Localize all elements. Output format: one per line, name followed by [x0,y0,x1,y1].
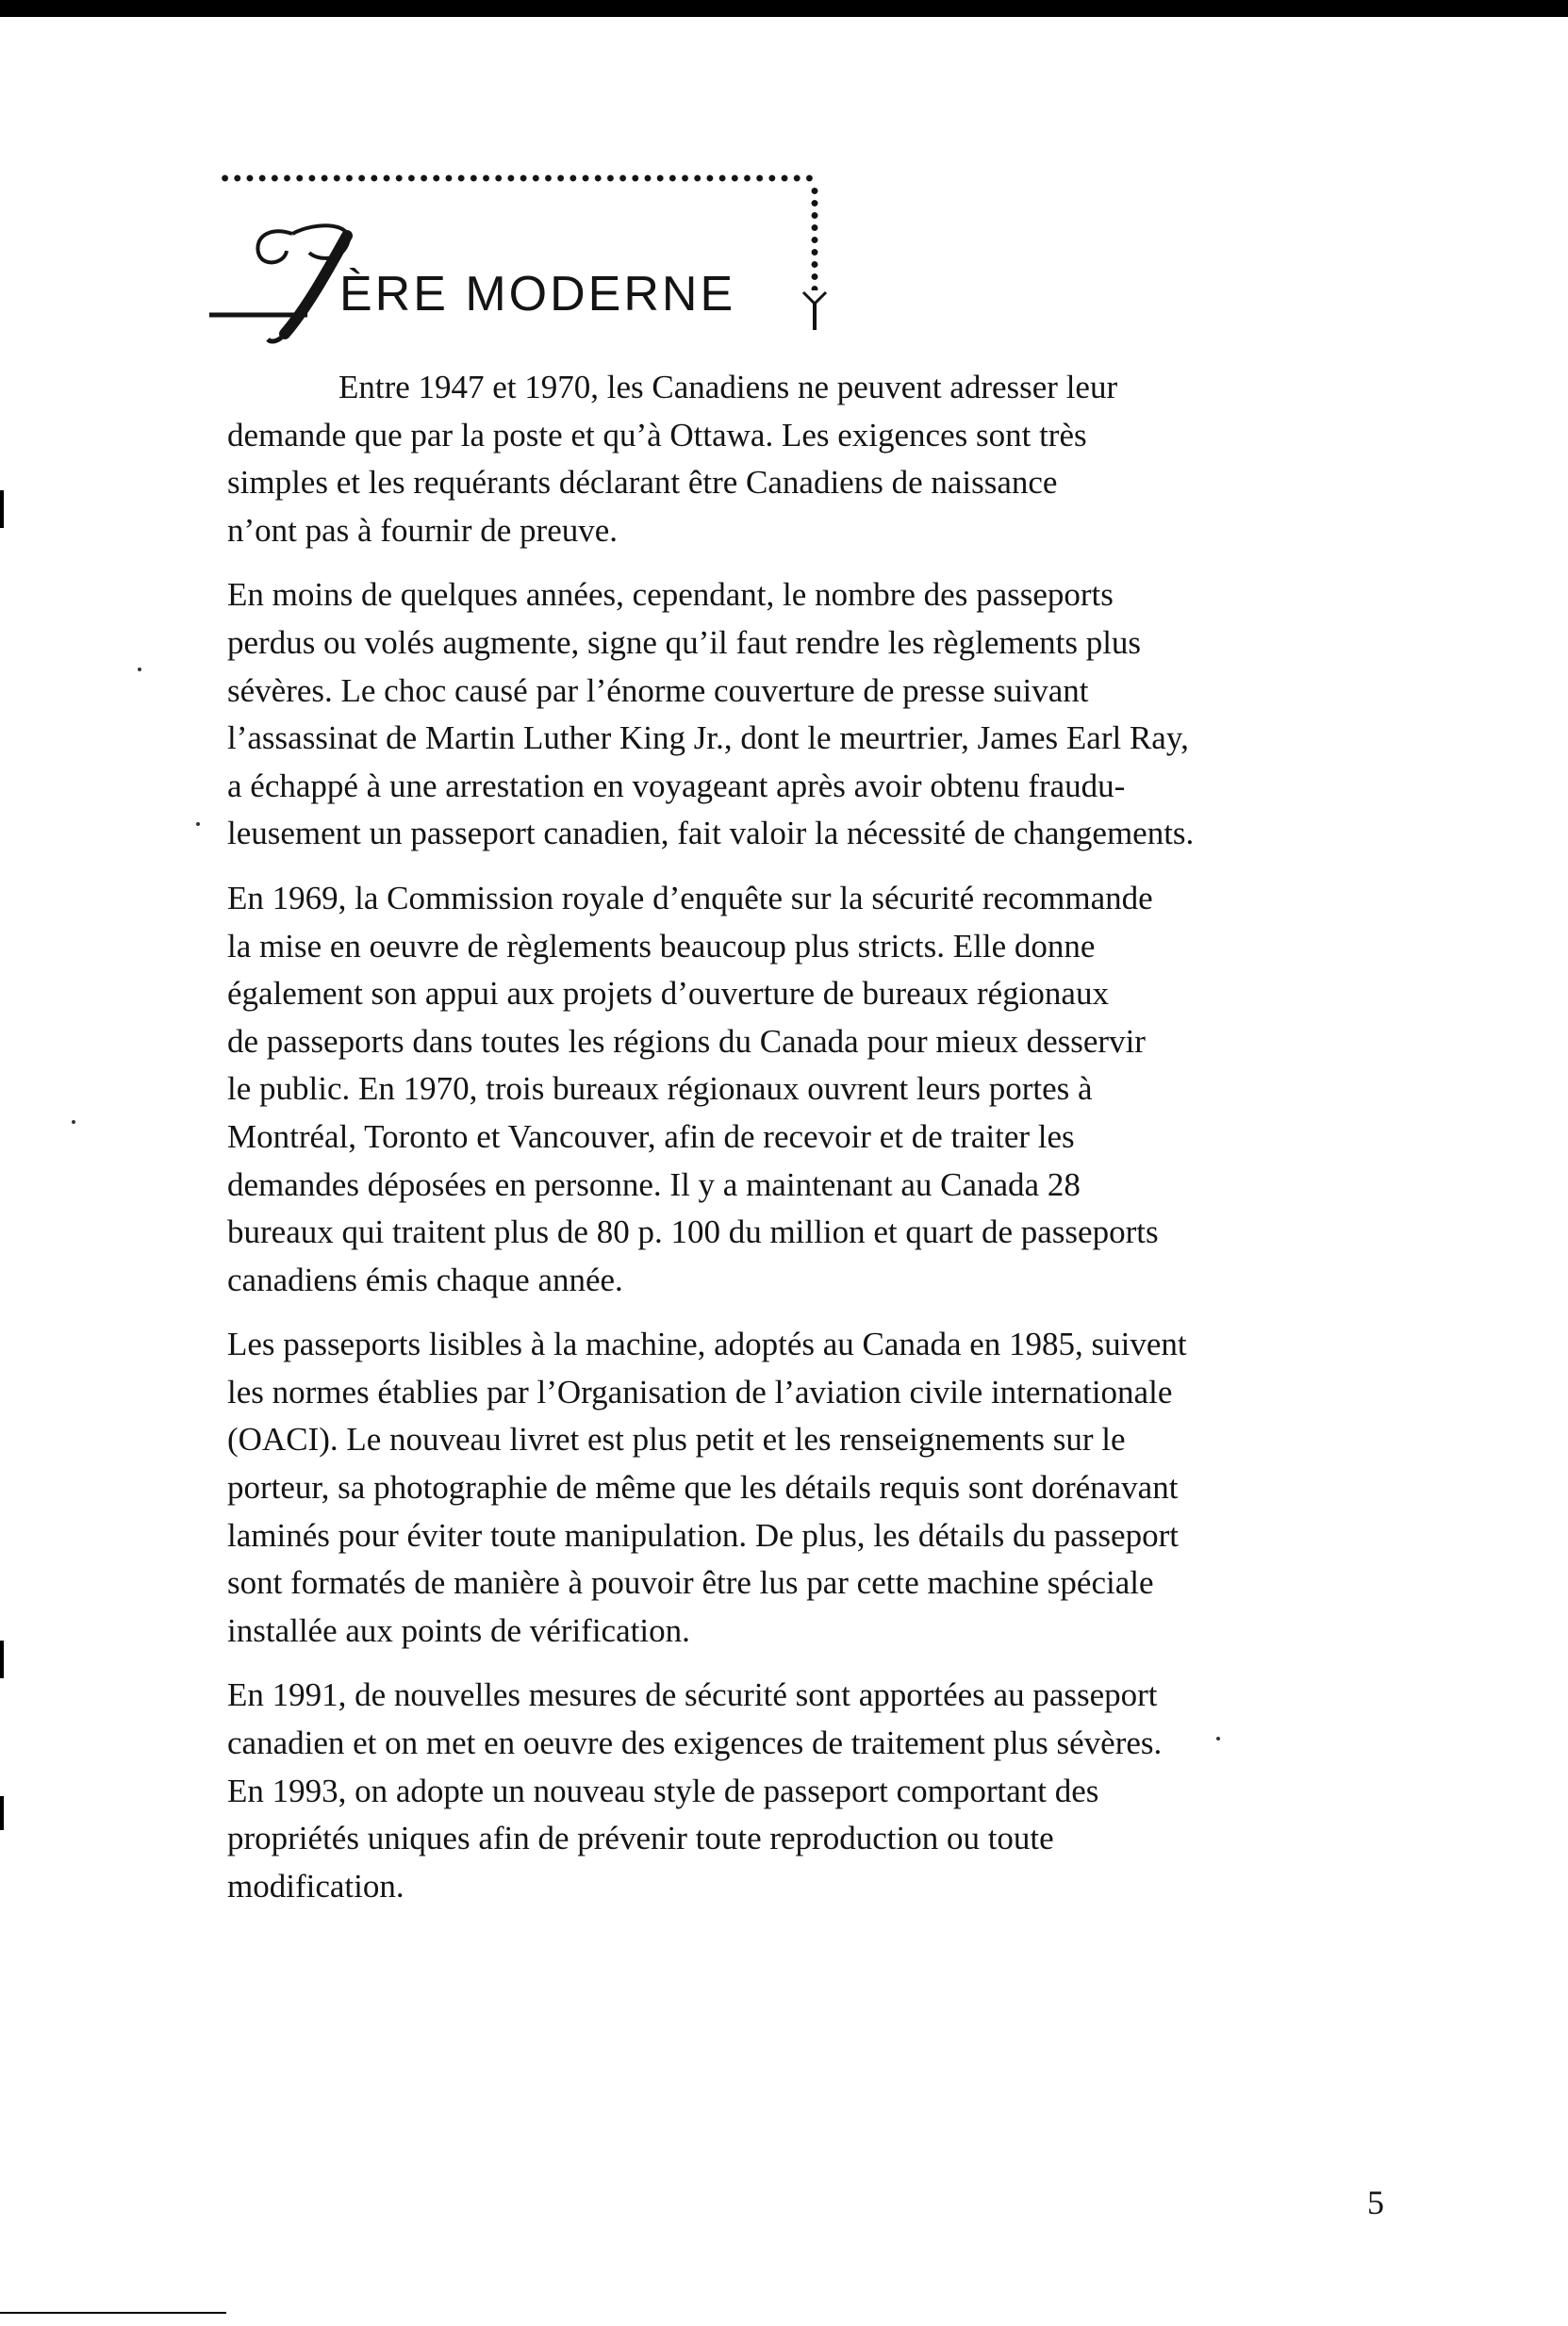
text-line: (OACI). Le nouveau livret est plus petit et les renseignements sur le [227,1421,1126,1459]
text-line: simples et les requérants déclarant être Canadiens de naissance [227,464,1058,502]
page-title: ÈRE MODERNE [339,267,736,322]
scan-speck [1216,1737,1220,1740]
text-line: En 1991, de nouvelles mesures de sécurité sont apportées au passeport [227,1676,1158,1714]
text-line: porteur, sa photographie de même que les détails requis sont dorénavant [227,1469,1179,1507]
text-line: le public. En 1970, trois bureaux régionaux ouvrent leurs portes à [227,1070,1093,1108]
text-line: laminés pour éviter toute manipulation. De plus, les détails du passeport [227,1516,1179,1554]
text-line: la mise en oeuvre de règlements beaucoup plus stricts. Elle donne [227,927,1096,965]
scan-speck [196,822,200,826]
text-line: En 1993, on adopte un nouveau style de passeport comportant des [227,1772,1099,1809]
paragraph [227,364,1387,554]
text-line: l’assassinat de Martin Luther King Jr., dont le meurtrier, James Earl Ray, [227,719,1189,757]
text-line: canadien et on met en oeuvre des exigences de traitement plus sévères. [227,1724,1163,1762]
text-line: sont formatés de manière à pouvoir être lus par cette machine spéciale [227,1564,1154,1602]
scan-edge-mark [0,1796,4,1830]
section-title [206,213,809,355]
text-line: perdus ou volés augmente, signe qu’il faut rendre les règlements plus [227,623,1142,661]
paragraph [227,875,1387,1304]
text-line: n’ont pas à fournir de preuve. [227,511,619,549]
scan-top-border [0,0,1568,17]
scan-bottom-line [0,2312,226,2314]
scan-speck [72,1120,75,1124]
text-line: également son appui aux projets d’ouverture de bureaux régionaux [227,975,1109,1013]
text-line: Montréal, Toronto et Vancouver, afin de recevoir et de traiter les [227,1117,1075,1155]
paragraph [227,1672,1387,1910]
scan-edge-mark [0,1641,4,1678]
text-line: installée aux points de vérification. [227,1611,690,1649]
text-line: Entre 1947 et 1970, les Canadiens ne peuvent adresser leur [338,369,1118,405]
text-line: modification. [227,1867,404,1905]
scan-speck [138,668,141,671]
paragraph [227,571,1387,858]
scan-edge-mark [0,490,4,528]
text-line: sévères. Le choc causé par l’énorme couverture de presse suivant [227,671,1089,709]
text-line: En 1969, la Commission royale d’enquête sur la sécurité recommande [227,879,1153,916]
text-line: les normes établies par l’Organisation de l’aviation civile internationale [227,1373,1173,1410]
text-line: propriétés uniques afin de prévenir toute reproduction ou toute [227,1820,1054,1857]
text-line: En moins de quelques années, cependant, le nombre des passeports [227,576,1114,614]
paragraph [227,1321,1387,1655]
text-line: de passeports dans toutes les régions du Canada pour mieux desservir [227,1022,1146,1060]
text-line: demande que par la poste et qu’à Ottawa. Les exigences sont très [227,416,1087,454]
dotted-frame-right [809,185,820,290]
dotted-frame-top [219,173,815,184]
text-line: canadiens émis chaque année. [227,1261,623,1298]
text-line: demandes déposées en personne. Il y a maintenant au Canada 28 [227,1165,1081,1203]
text-line: Les passeports lisibles à la machine, adoptés au Canada en 1985, suivent [227,1326,1187,1363]
text-line: a échappé à une arrestation en voyageant après avoir obtenu fraudu- [227,767,1126,804]
page-number: 5 [1367,2184,1384,2221]
text-line: leusement un passeport canadien, fait valoir la nécessité de changements. [227,815,1195,852]
text-line: bureaux qui traitent plus de 80 p. 100 du million et quart de passeports [227,1213,1159,1251]
body-text [227,364,1387,1927]
